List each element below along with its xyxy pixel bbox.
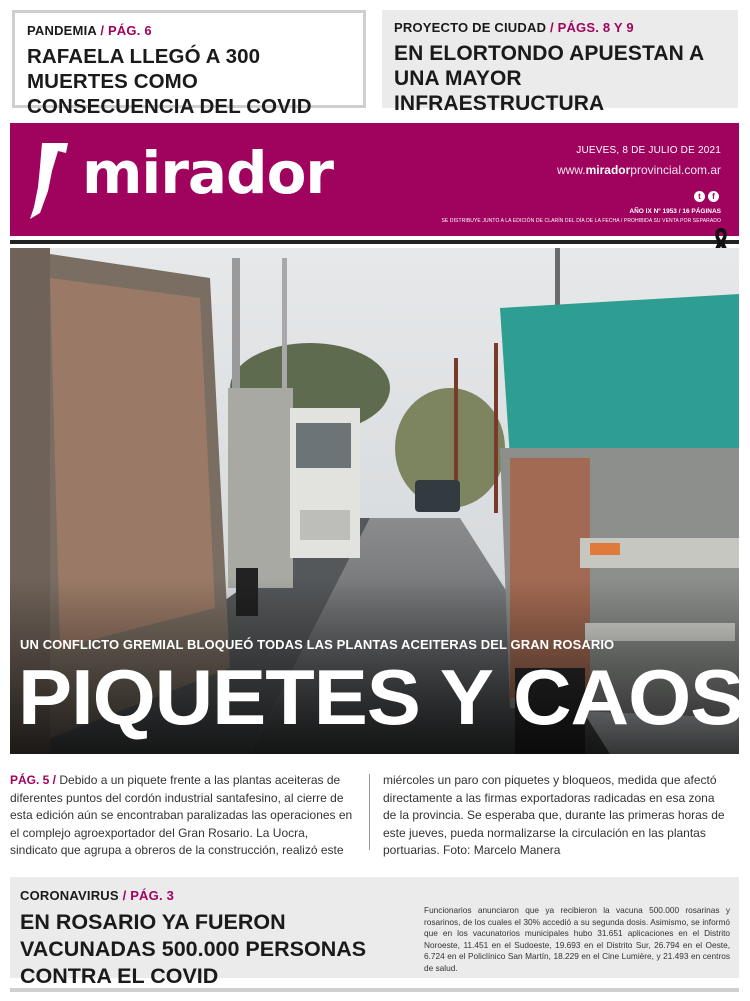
- teaser-headline: EN ELORTONDO APUESTAN A UNA MAYOR INFRAESTRUCTURA: [394, 42, 704, 115]
- url-prefix: www.: [556, 163, 586, 177]
- logo-wordmark: mirador: [82, 139, 334, 207]
- kicker-separator: /: [549, 20, 554, 35]
- teaser-headline: RAFAELA LLEGÓ A 300 MUERTES COMO CONSECUENCIA DEL COVID: [27, 45, 312, 118]
- teaser-page-ref: PÁG. 6: [107, 23, 152, 38]
- teaser-kicker: [394, 20, 726, 35]
- main-subheadline: UN CONFLICTO GREMIAL BLOQUEÓ TODAS LAS PLANTAS ACEITERAS DEL GRAN ROSARIO: [20, 637, 615, 652]
- main-story-body-right: miércoles un paro con piquetes y bloqueos, medida que afectó directamente a las firmas exportadoras radicadas en esa zona de la provincia. Se esperaba que, durante las primeras horas de este jueves, pueda normalizarse la circulación en las plantas portuarias. Foto: Marcelo Manera: [383, 773, 725, 857]
- bottom-headline: EN ROSARIO YA FUERON VACUNADAS 500.000 PERSONAS CONTRA EL COVID: [20, 910, 367, 988]
- facebook-icon[interactable]: f: [708, 191, 719, 202]
- twitter-icon[interactable]: t: [694, 191, 705, 202]
- teaser-page-ref: PÁGS. 8 Y 9: [557, 20, 634, 35]
- main-story-page-ref[interactable]: PÁG. 5 /: [10, 773, 57, 787]
- bottom-section: CORONAVIRUS: [20, 888, 119, 903]
- bottom-page-ref: PÁG. 3: [130, 888, 175, 903]
- bottom-kicker: [20, 888, 174, 903]
- teaser-kicker: [27, 23, 351, 38]
- column-divider: [369, 774, 370, 850]
- teaser-section: PANDEMIA: [27, 23, 97, 38]
- issue-info: AÑO IX Nº 1953 / 16 PÁGINAS: [629, 208, 721, 215]
- main-headline[interactable]: PIQUETES Y CAOS: [18, 653, 744, 741]
- masthead: [10, 123, 739, 236]
- kicker-separator: /: [100, 23, 105, 38]
- social-links: [694, 191, 719, 202]
- url-brand: mirador: [585, 163, 631, 177]
- bottom-divider-rule: [10, 988, 739, 992]
- edition-date: JUEVES, 8 DE JULIO DE 2021: [576, 145, 721, 156]
- teaser-pandemia[interactable]: [12, 10, 366, 118]
- bottom-story-text: Funcionarios anunciaron que ya recibieron la vacuna 500.000 rosarinas y rosarinos, de los cuales el 30% accedió a su segunda dosis. Asimismo, se informó que en los vacunatorios municipales hubo 31.651 aplicaciones en el Distrito Noroeste, 11.451 en el Sudoeste, 19.693 en el Distrito Sur, 26.794 en el Oeste, 6.724 en el Policlínico San Martín, 18.229 en el Cine Lumière, y 21.493 en centros de salud.: [424, 905, 730, 973]
- main-story-body-left: [10, 772, 354, 860]
- coronavirus-story[interactable]: [10, 877, 739, 988]
- santa-fe-map-logo-icon: [28, 141, 76, 221]
- teaser-section: PROYECTO DE CIUDAD: [394, 20, 547, 35]
- distribution-note: SE DISTRIBUYE JUNTO A LA EDICIÓN DE CLARÍN DEL DÍA DE LA FECHA / PROHIBIDA SU VENTA POR SEPARADO: [441, 218, 721, 224]
- website-url[interactable]: [557, 163, 721, 177]
- main-story-text-left: Debido a un piquete frente a las plantas aceiteras de diferentes puntos del cordón industrial santafesino, al cierre de esta edición aún se encontraban paralizadas las operaciones en el complejo agroexportador del Gran Rosario. La Uocra, sindicato que agrupa a obreros de la construcción, realizó este: [10, 773, 353, 857]
- kicker-separator: /: [122, 888, 127, 903]
- url-suffix: provincial.com.ar: [630, 163, 721, 177]
- teaser-proyecto-ciudad[interactable]: [382, 10, 738, 115]
- divider-rule: [10, 240, 739, 244]
